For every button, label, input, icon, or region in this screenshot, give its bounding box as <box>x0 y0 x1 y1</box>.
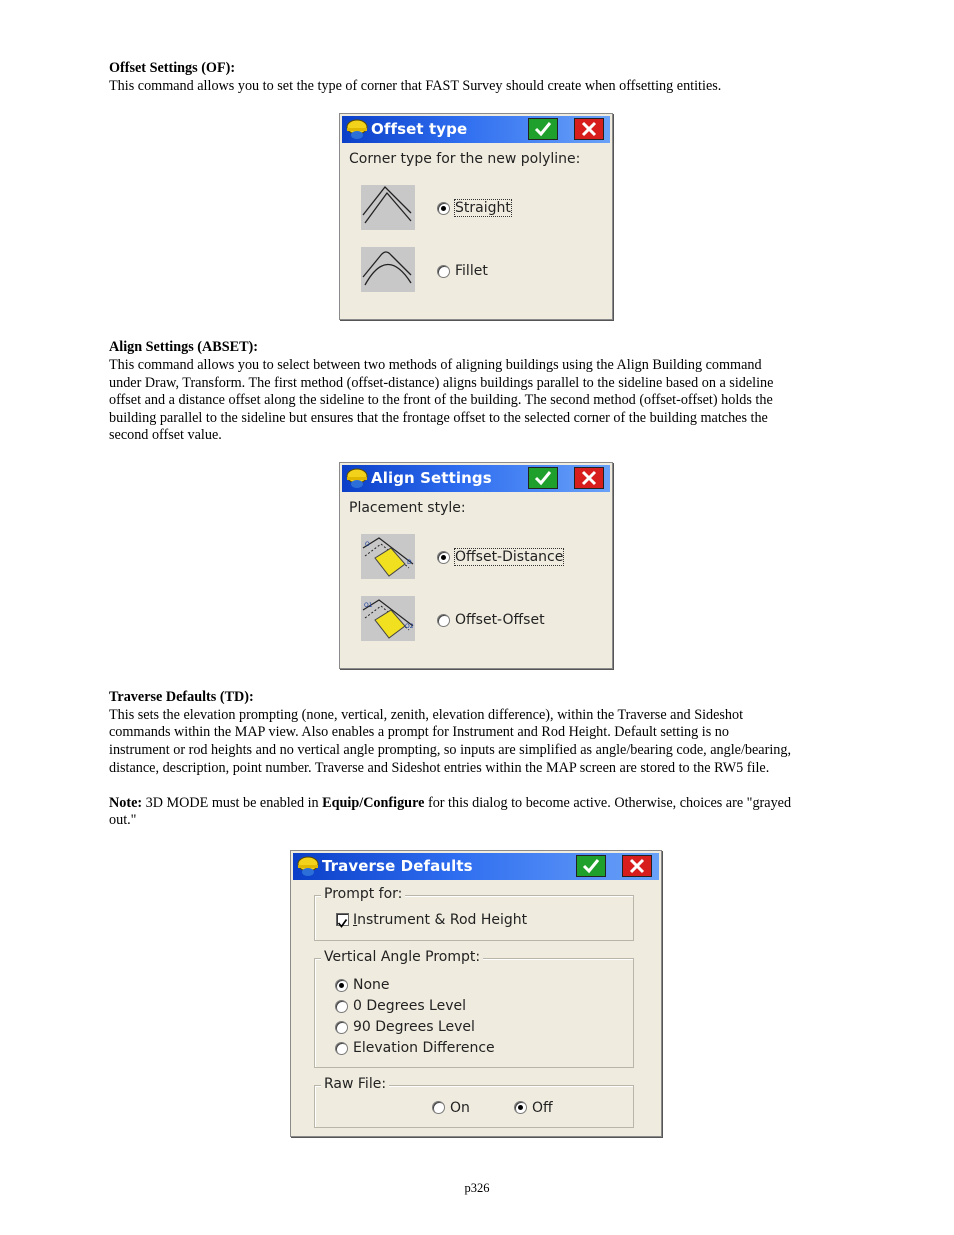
offset-description: This command allows you to set the type of corner that FAST Survey should create when offsetting entities. <box>109 78 722 94</box>
close-icon <box>580 470 598 486</box>
raw-file-off-label[interactable]: Off <box>532 1100 553 1116</box>
svg-text:O2: O2 <box>405 623 414 630</box>
raw-file-on-radio[interactable] <box>432 1101 445 1114</box>
offset-distance-radio[interactable] <box>437 551 450 564</box>
checkmark-icon <box>534 470 552 486</box>
offset-heading: Offset Settings (OF): <box>109 60 236 76</box>
straight-label[interactable]: Straight <box>455 200 511 216</box>
note-label: Note: <box>109 795 143 811</box>
raw-file-title: Raw File: <box>321 1076 389 1092</box>
align-text-line: under Draw, Transform. The first method (offset-distance) aligns buildings parallel to the sideline based on a sideline <box>109 375 774 391</box>
raw-file-off-radio[interactable] <box>514 1101 527 1114</box>
dialog-title: Align Settings <box>371 469 492 487</box>
traverse-text-line: instrument or rod heights and no vertical angle prompting, so inputs are simplified as angle/bearing code, angle/bearing, <box>109 742 791 758</box>
note-paragraph <box>109 795 849 813</box>
traverse-defaults-dialog <box>290 850 662 1137</box>
traverse-text-line: commands within the MAP view. Also enables a prompt for Instrument and Rod Height. Default setting is no <box>109 724 729 740</box>
offset-offset-icon <box>361 596 415 641</box>
placement-style-prompt: Placement style: <box>349 500 466 516</box>
fillet-radio[interactable] <box>437 265 450 278</box>
close-icon <box>628 858 646 874</box>
cancel-button[interactable] <box>574 467 604 489</box>
vertical-0-degrees-radio[interactable] <box>335 1000 348 1013</box>
cancel-button[interactable] <box>574 118 604 140</box>
title-bar[interactable] <box>293 853 659 880</box>
page-number: p326 <box>464 1181 490 1195</box>
corner-type-prompt: Corner type for the new polyline: <box>349 151 581 167</box>
raw-file-group <box>314 1076 634 1128</box>
offset-offset-label[interactable]: Offset-Offset <box>455 612 545 628</box>
offset-offset-radio[interactable] <box>437 614 450 627</box>
vertical-elevation-difference-radio[interactable] <box>335 1042 348 1055</box>
align-text-line: offset and a distance offset along the sideline to the front of the building. The second method (offset-offset) holds the <box>109 392 773 408</box>
checkmark-icon <box>337 918 348 929</box>
instrument-rod-height-label[interactable]: Instrument & Rod Height <box>353 912 528 928</box>
instrument-rod-height-checkbox[interactable] <box>336 913 349 926</box>
svg-text:O: O <box>365 541 370 548</box>
note-text: for this dialog to become active. Otherwise, choices are "grayed <box>424 795 792 811</box>
close-icon <box>580 121 598 137</box>
offset-distance-icon <box>361 534 415 579</box>
offset-distance-label[interactable]: Offset-Distance <box>455 549 564 565</box>
svg-text:O1: O1 <box>364 602 373 609</box>
align-settings-dialog <box>339 462 613 669</box>
label-mnemonic: I <box>353 912 358 928</box>
app-logo-icon <box>296 856 320 877</box>
vertical-angle-title: Vertical Angle Prompt: <box>321 949 483 965</box>
vertical-none-radio[interactable] <box>335 979 348 992</box>
app-logo-icon <box>345 468 369 489</box>
dialog-title: Traverse Defaults <box>322 857 473 875</box>
fillet-corner-icon <box>361 247 415 292</box>
align-text-line: second offset value. <box>109 427 222 443</box>
note-paragraph-line: out." <box>109 812 137 828</box>
offset-type-dialog <box>339 113 613 320</box>
vertical-0-degrees-label[interactable]: 0 Degrees Level <box>353 998 467 1014</box>
ok-button[interactable] <box>528 118 558 140</box>
align-text-line: building parallel to the sideline but ensures that the frontage offset to the selected corner of the building matches the <box>109 410 768 426</box>
vertical-90-degrees-label[interactable]: 90 Degrees Level <box>353 1019 475 1035</box>
align-text-line: This command allows you to select between two methods of aligning buildings using the Align Building command <box>109 357 762 373</box>
vertical-none-label[interactable]: None <box>353 977 390 993</box>
app-logo-icon <box>345 119 369 140</box>
align-heading: Align Settings (ABSET): <box>109 339 258 355</box>
vertical-elevation-difference-label[interactable]: Elevation Difference <box>353 1040 495 1056</box>
fillet-label[interactable]: Fillet <box>455 263 488 279</box>
note-menu-path: Equip/Configure <box>322 795 425 811</box>
checkmark-icon <box>534 121 552 137</box>
checkmark-icon <box>582 858 600 874</box>
ok-button[interactable] <box>576 855 606 877</box>
cancel-button[interactable] <box>622 855 652 877</box>
traverse-text-line: distance, description, point number. Traverse and Sideshot entries within the MAP screen are stored to the RW5 file. <box>109 760 770 776</box>
straight-radio[interactable] <box>437 202 450 215</box>
vertical-90-degrees-radio[interactable] <box>335 1021 348 1034</box>
traverse-text-line: This sets the elevation prompting (none, vertical, zenith, elevation difference), within the Traverse and Sideshot <box>109 707 744 723</box>
straight-corner-icon <box>361 185 415 230</box>
title-bar[interactable] <box>342 116 610 143</box>
svg-text:D: D <box>407 559 412 566</box>
raw-file-on-label[interactable]: On <box>450 1100 470 1116</box>
note-text: 3D MODE must be enabled in <box>142 795 323 811</box>
dialog-title: Offset type <box>371 120 468 138</box>
ok-button[interactable] <box>528 467 558 489</box>
title-bar[interactable] <box>342 465 610 492</box>
traverse-heading: Traverse Defaults (TD): <box>109 689 254 705</box>
prompt-for-title: Prompt for: <box>321 886 405 902</box>
